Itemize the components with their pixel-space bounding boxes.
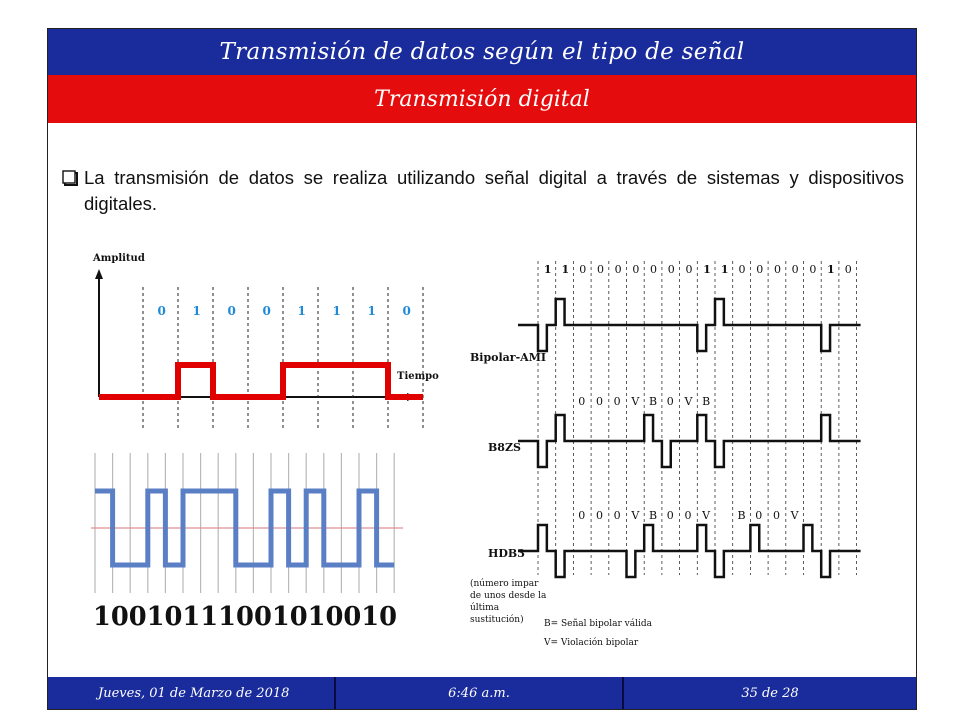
bit-header: 0 [738,263,746,276]
b8zs-mark: 0 [613,395,621,408]
hdb3-signal-trace [518,525,861,577]
legend-v: V= Violación bipolar [544,638,639,648]
hdb3-mark: 0 [666,509,674,522]
legend-b: B= Señal bipolar válida [544,619,652,629]
bit-label: 0 [262,304,271,318]
b8zs-mark: B [702,395,711,408]
b8zs-mark: V [631,395,640,408]
bit-label: 1 [192,304,201,318]
bit-labels [158,304,411,318]
slide [47,28,917,710]
slide-title: Transmisión de datos según el tipo de señal [219,39,745,65]
footer-date: Jueves, 01 de Marzo de 2018 [98,685,290,701]
hdb3-marks [578,509,799,522]
bit-header: 0 [614,263,622,276]
ami-label: Bipolar-AMI [470,351,547,364]
slide-subtitle: Transmisión digital [374,86,590,112]
bit-header: 0 [650,263,658,276]
checkbox-bullet-icon [62,165,84,217]
bit-string-label: 10010111001010010 [93,602,397,632]
footer-page-number: 35 de 28 [741,685,799,701]
bullet-item [62,165,904,217]
bit-header: 0 [667,263,675,276]
bit-header: 1 [703,263,711,276]
bit-header: 1 [543,263,552,276]
hdb3-mark: V [631,509,640,522]
ami-signal-trace [518,299,861,351]
b8zs-mark: 0 [666,395,674,408]
time-axis-label: Tiempo [397,371,439,382]
title-bar [48,29,916,75]
bit-header: 1 [720,263,729,276]
hdb3-mark: V [790,509,799,522]
footer-time: 6:46 a.m. [334,677,624,709]
hdb3-mark: 0 [595,509,603,522]
b8zs-signal-trace [518,415,861,467]
amplitude-axis-label: Amplitud [93,253,145,264]
hdb3-mark: 0 [684,509,692,522]
hdb3-mark: 0 [613,509,621,522]
footer-bar [48,677,916,709]
bit-divider-lines [143,287,423,429]
bit-header: 0 [632,263,640,276]
bit-header: 0 [579,263,587,276]
bit-header: 0 [773,263,781,276]
bit-header: 1 [561,263,570,276]
bit-label: 1 [367,304,376,318]
b8zs-mark: 0 [578,395,586,408]
hdb3-note-line4: sustitución) [470,615,524,625]
clock-grid-lines [95,453,394,593]
hdb3-note-line3: última [470,603,500,613]
bit-label: 0 [227,304,236,318]
hdb3-mark: B [737,509,746,522]
bit-label: 0 [157,304,166,318]
b8zs-mark: B [649,395,658,408]
hdb3-label: HDB3 [488,547,525,560]
bit-header: 0 [685,263,693,276]
bit-header: 0 [756,263,764,276]
hdb3-mark: 0 [578,509,586,522]
bit-header: 0 [809,263,817,276]
hdb3-mark: 0 [772,509,780,522]
b8zs-label: B8ZS [488,441,521,454]
b8zs-mark: V [684,395,693,408]
hdb3-note-line1: (número impar [470,579,539,589]
bit-label: 1 [332,304,341,318]
bit-header: 0 [596,263,604,276]
line-encoding-figure [458,255,898,661]
bit-label: 1 [297,304,306,318]
digital-signal-trace [99,365,423,397]
b8zs-mark: 0 [595,395,603,408]
bit-header: 1 [827,263,835,276]
bullet-text: La transmisión de datos se realiza utilizando señal digital a través de sistemas y dispositivos digitales. [84,167,904,214]
bit-header: 0 [844,263,852,276]
hdb3-mark: B [649,509,658,522]
bit-header: 0 [791,263,799,276]
square-wave-figure [91,453,403,633]
hdb3-mark: 0 [755,509,763,522]
hdb3-mark: V [702,509,711,522]
bit-header-labels [544,263,852,276]
subtitle-bar [48,75,916,123]
bit-label: 0 [402,304,411,318]
amplitude-figure [93,247,439,437]
hdb3-note-line2: de unos desde la [470,591,547,601]
